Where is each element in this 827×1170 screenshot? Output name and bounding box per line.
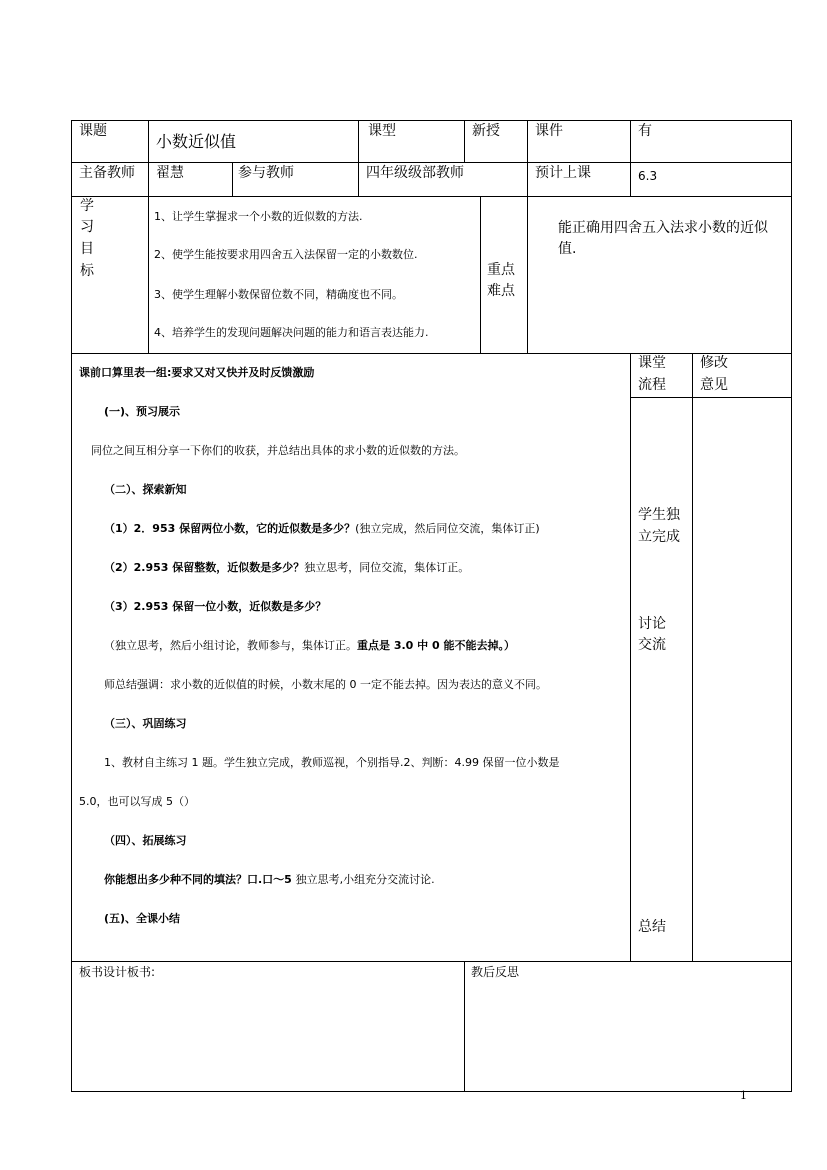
process-column-label: 流程 <box>638 377 666 393</box>
table-border-bottom <box>71 1091 792 1092</box>
objective-item: 1、让学生掌握求一个小数的近似数的方法. <box>154 210 363 223</box>
courseware-value: 有 <box>638 123 652 139</box>
col-divider <box>527 162 528 196</box>
section-text: 同位之间互相分享一下你们的收获，并总结出具体的求小数的近似数的方法。 <box>91 444 465 457</box>
table-border-left <box>71 120 72 1091</box>
topic-value: 小数近似值 <box>156 132 237 151</box>
courseware-label: 课件 <box>535 123 563 139</box>
question-bold: （1）2．953 保留两位小数，它的近似数是多少？ <box>104 522 356 535</box>
extension-bold: 你能想出多少种不同的填法？口.口～5 <box>104 873 296 886</box>
page-number: 1 <box>740 1089 747 1102</box>
question-note-bold: 重点是 3.0 中 0 能不能去掉。） <box>357 639 515 652</box>
row-divider <box>71 162 792 163</box>
exercise-line: 5.0，也可以写成 5（） <box>79 795 195 808</box>
main-teacher-label: 主备教师 <box>79 165 135 181</box>
question-note-plain: （独立思考，然后小组讨论，教师参与，集体订正。 <box>104 639 357 652</box>
extension-line <box>104 874 435 885</box>
extension-rest: 独立思考,小组充分交流讨论. <box>295 873 435 886</box>
section-title: （二）、探索新知 <box>104 483 187 496</box>
question-line <box>104 523 540 534</box>
type-label: 课型 <box>368 123 396 139</box>
objectives-label-char: 习 <box>80 219 94 235</box>
participants-label: 参与教师 <box>238 165 294 181</box>
row-divider <box>630 397 792 398</box>
key-points-label: 重点 <box>487 262 515 278</box>
objectives-label-char: 学 <box>80 198 94 214</box>
type-value: 新授 <box>472 123 500 139</box>
question-line <box>104 562 469 573</box>
row-divider <box>71 961 792 962</box>
section-title: (一)、预习展示 <box>104 405 181 418</box>
row-divider <box>71 196 792 197</box>
section-title: （四）、拓展练习 <box>104 834 187 847</box>
objectives-label-char: 标 <box>80 263 94 279</box>
side-note: 交流 <box>638 637 666 653</box>
board-design-label: 板书设计板书: <box>79 965 156 979</box>
col-divider <box>358 120 359 162</box>
col-divider <box>527 196 528 353</box>
side-note: 讨论 <box>638 616 666 632</box>
participants-value: 四年级级部教师 <box>366 165 464 181</box>
col-divider <box>480 196 481 353</box>
question-note <box>104 640 515 651</box>
question-rest: 独立思考，同位交流，集体订正。 <box>304 561 470 574</box>
side-note: 总结 <box>638 919 666 935</box>
section-title: （三）、巩固练习 <box>104 717 187 730</box>
warmup-text: 课前口算里表一组:要求又对又快并及时反馈激励 <box>79 366 315 379</box>
row-divider <box>71 353 792 354</box>
process-column-label: 课堂 <box>638 355 666 371</box>
col-divider <box>630 162 631 196</box>
question-bold: （2）2.953 保留整数，近似数是多少？ <box>104 561 305 574</box>
col-divider <box>358 162 359 196</box>
planned-value: 6.3 <box>638 169 658 183</box>
planned-label: 预计上课 <box>535 165 591 181</box>
revision-column-label: 意见 <box>700 377 728 393</box>
revision-column-label: 修改 <box>700 355 728 371</box>
teacher-summary: 师总结强调：求小数的近似值的时候，小数末尾的 0 一定不能去掉。因为表达的意义不同。 <box>104 678 547 691</box>
difficulty-label: 难点 <box>487 283 515 299</box>
table-border-right <box>791 120 792 1091</box>
col-divider <box>148 162 149 196</box>
col-divider <box>464 120 465 162</box>
question-rest: (独立完成，然后同位交流，集体订正) <box>355 522 540 535</box>
col-divider <box>232 162 233 196</box>
objectives-label-char: 目 <box>80 241 94 257</box>
col-divider <box>527 120 528 162</box>
section-title: (五)、全课小结 <box>104 912 181 925</box>
question-line: （3）2.953 保留一位小数，近似数是多少？ <box>104 600 327 613</box>
topic-label: 课题 <box>79 123 107 139</box>
objective-item: 2、使学生能按要求用四舍五入法保留一定的小数数位. <box>154 248 418 261</box>
col-divider <box>692 353 693 961</box>
exercise-line: 1、教材自主练习 1 题。学生独立完成，教师巡视，个别指导.2、判断：4.99 保留一位小数是 <box>104 756 560 769</box>
reflection-label: 教后反思 <box>471 965 520 979</box>
col-divider <box>630 353 631 961</box>
col-divider <box>148 120 149 162</box>
objective-item: 3、使学生理解小数保留位数不同，精确度也不同。 <box>154 288 403 301</box>
col-divider <box>148 196 149 353</box>
main-teacher-value: 翟慧 <box>156 165 184 181</box>
col-divider <box>464 961 465 1091</box>
col-divider <box>630 120 631 162</box>
side-note: 学生独 <box>638 507 680 523</box>
objective-item: 4、培养学生的发现问题解决问题的能力和语言表达能力. <box>154 326 429 339</box>
side-note: 立完成 <box>638 529 680 545</box>
table-border-top <box>71 120 792 121</box>
key-points-text: 值. <box>558 241 577 257</box>
key-points-text: 能正确用四舍五入法求小数的近似 <box>558 220 768 236</box>
